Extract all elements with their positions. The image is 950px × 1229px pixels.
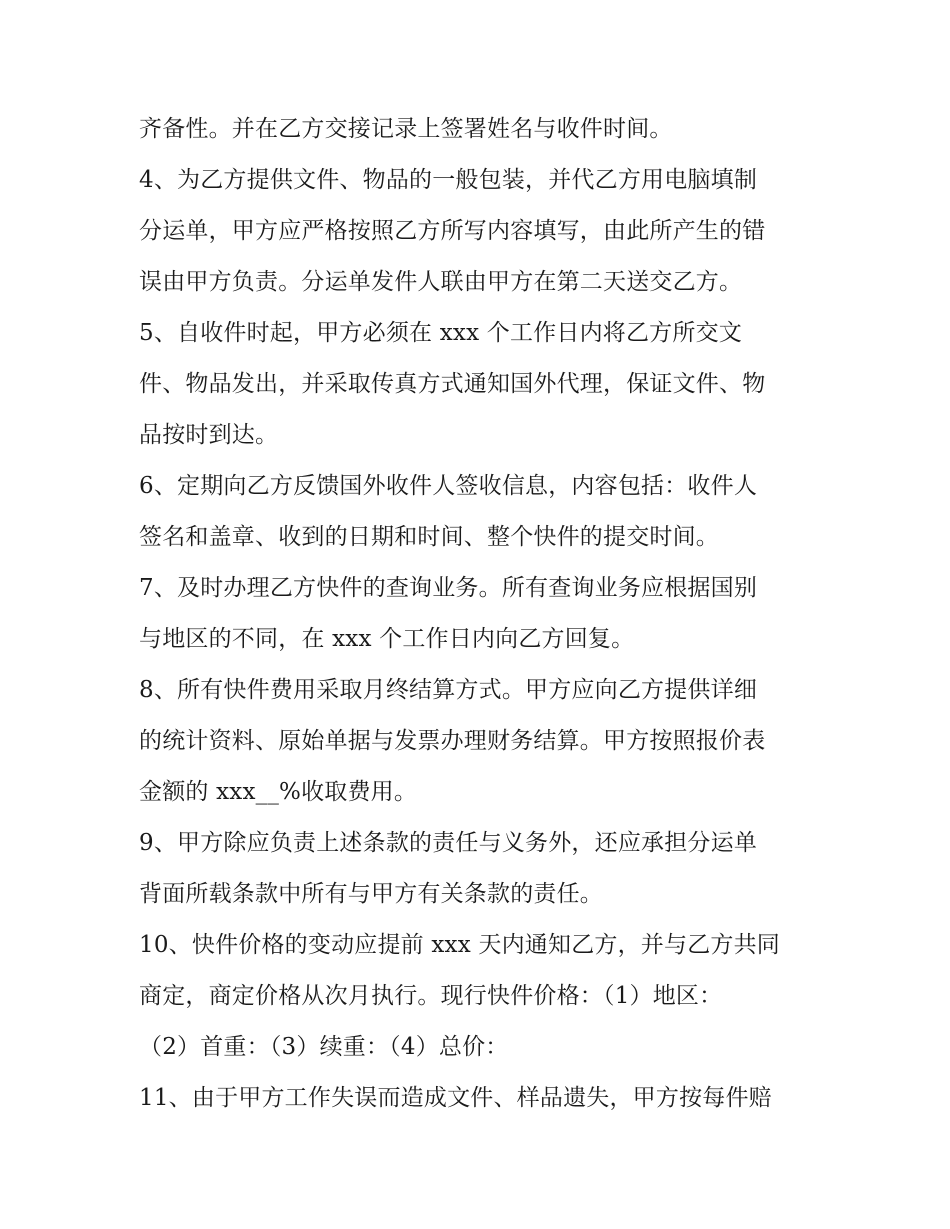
text-line: 背面所载条款中所有与甲方有关条款的责任。: [139, 881, 603, 907]
clause-4-line: 4、为乙方提供文件、物品的一般包装，并代乙方用电脑填制: [139, 167, 758, 193]
text-line: 齐备性。并在乙方交接记录上签署姓名与收件时间。: [139, 116, 673, 142]
clause-5-line: 5、自收件时起，甲方必须在 xxx 个工作日内将乙方所交文: [139, 320, 742, 346]
text-line: 的统计资料、原始单据与发票办理财务结算。甲方按照报价表: [139, 728, 766, 754]
text-line: 商定，商定价格从次月执行。现行快件价格：（1）地区：: [139, 983, 723, 1009]
text-line: 误由甲方负责。分运单发件人联由甲方在第二天送交乙方。: [139, 269, 743, 295]
clause-7-line: 7、及时办理乙方快件的查询业务。所有查询业务应根据国别: [139, 575, 758, 601]
text-line: 签名和盖章、收到的日期和时间、整个快件的提交时间。: [139, 524, 719, 550]
text-line: 金额的 xxx__%收取费用。: [139, 779, 418, 805]
text-line: 分运单，甲方应严格按照乙方所写内容填写，由此所产生的错: [139, 218, 766, 244]
clause-6-line: 6、定期向乙方反馈国外收件人签收信息，内容包括：收件人: [139, 473, 758, 499]
clause-8-line: 8、所有快件费用采取月终结算方式。甲方应向乙方提供详细: [139, 677, 758, 703]
text-line: 与地区的不同，在 xxx 个工作日内向乙方回复。: [139, 626, 635, 652]
document-body: [139, 104, 829, 1124]
text-line: 品按时到达。: [139, 422, 279, 448]
text-line: 件、物品发出，并采取传真方式通知国外代理，保证文件、物: [139, 371, 766, 397]
text-line: （2）首重：（3）续重：（4）总价：: [139, 1034, 509, 1060]
clause-11-line: 11、由于甲方工作失误而造成文件、样品遗失，甲方按每件赔: [139, 1085, 772, 1111]
clause-10-line: 10、快件价格的变动应提前 xxx 天内通知乙方，并与乙方共同: [139, 932, 781, 958]
clause-9-line: 9、甲方除应负责上述条款的责任与义务外，还应承担分运单: [139, 830, 758, 856]
